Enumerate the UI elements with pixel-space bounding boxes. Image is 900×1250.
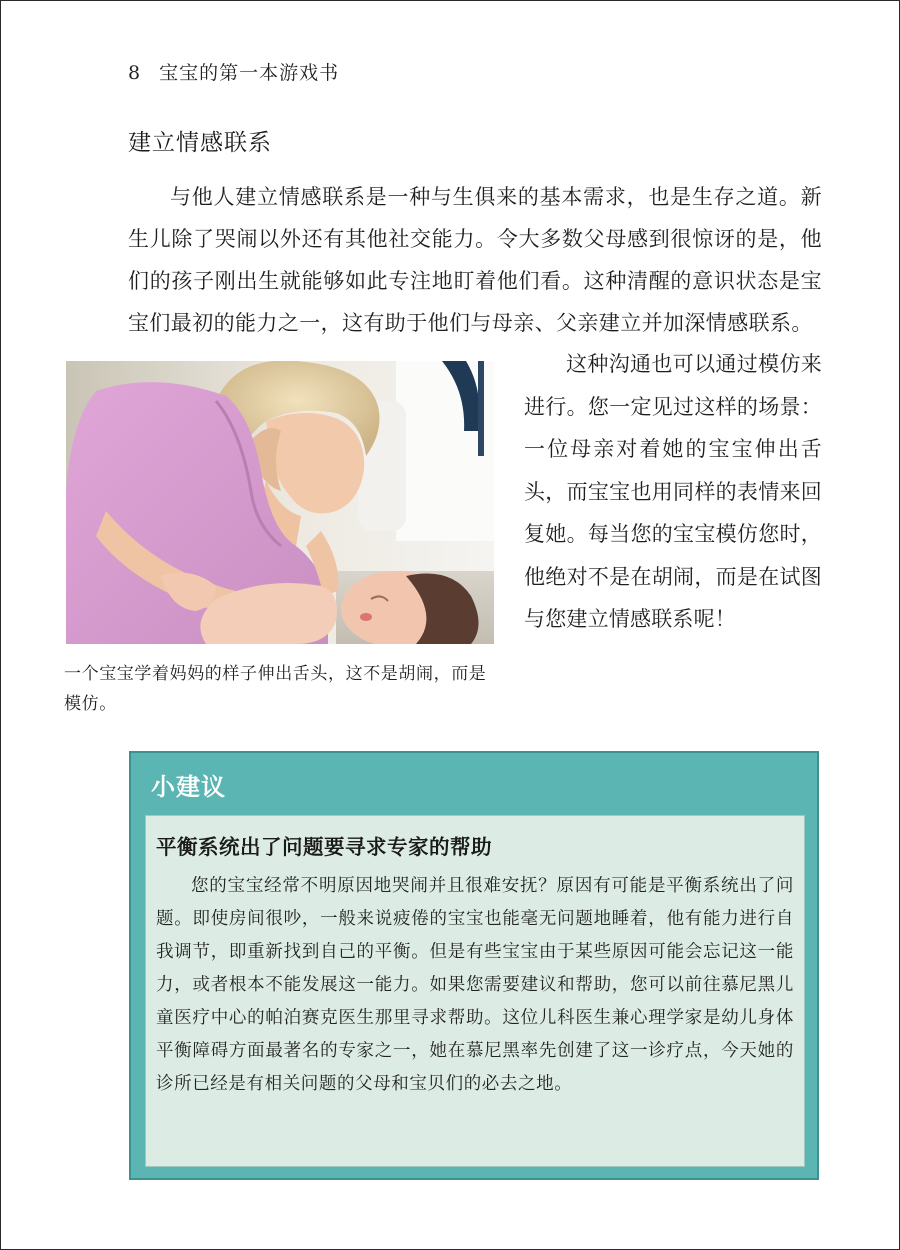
tip-box [129,751,819,1180]
side-paragraph: 这种沟通也可以通过模仿来进行。您一定见过这样的场景：一位母亲对着她的宝宝伸出舌头，而宝宝也用同样的表情来回复她。每当您的宝宝模仿您时，他绝对不是在胡闹，而是在试图与您建立情感联系呢！ [524,352,822,631]
tip-label: 小建议 [151,773,226,801]
running-head [128,58,339,85]
tip-panel [145,815,805,1167]
intro-paragraph: 与他人建立情感联系是一种与生俱来的基本需求，也是生存之道。新生儿除了哭闹以外还有其他社交能力。令大多数父母感到很惊讶的是，他们的孩子刚出生就能够如此专注地盯着他们看。这种清醒的意识状态是宝宝们最初的能力之一，这有助于他们与母亲、父亲建立并加深情感联系。 [128,185,822,335]
mother-baby-photo [66,361,494,644]
tip-body: 您的宝宝经常不明原因地哭闹并且很难安抚？原因有可能是平衡系统出了问题。即使房间很吵，一般来说疲倦的宝宝也能毫无问题地睡着，他有能力进行自我调节，即重新找到自己的平衡。但是有些宝宝由于某些原因可能会忘记这一能力，或者根本不能发展这一能力。如果您需要建议和帮助，您可以前往慕尼黑儿童医疗中心的帕泊赛克医生那里寻求帮助。这位儿科医生兼心理学家是幼儿身体平衡障碍方面最著名的专家之一，她在慕尼黑率先创建了这一诊疗点，今天她的诊所已经是有相关问题的父母和宝贝们的必去之地。 [156,876,794,1094]
page-number: 8 [128,62,142,84]
section-title: 建立情感联系 [128,130,272,156]
book-title: 宝宝的第一本游戏书 [159,62,340,84]
tip-heading: 平衡系统出了问题要寻求专家的帮助 [156,835,492,859]
photo-caption: 一个宝宝学着妈妈的样子伸出舌头，这不是胡闹，而是模仿。 [64,664,487,714]
